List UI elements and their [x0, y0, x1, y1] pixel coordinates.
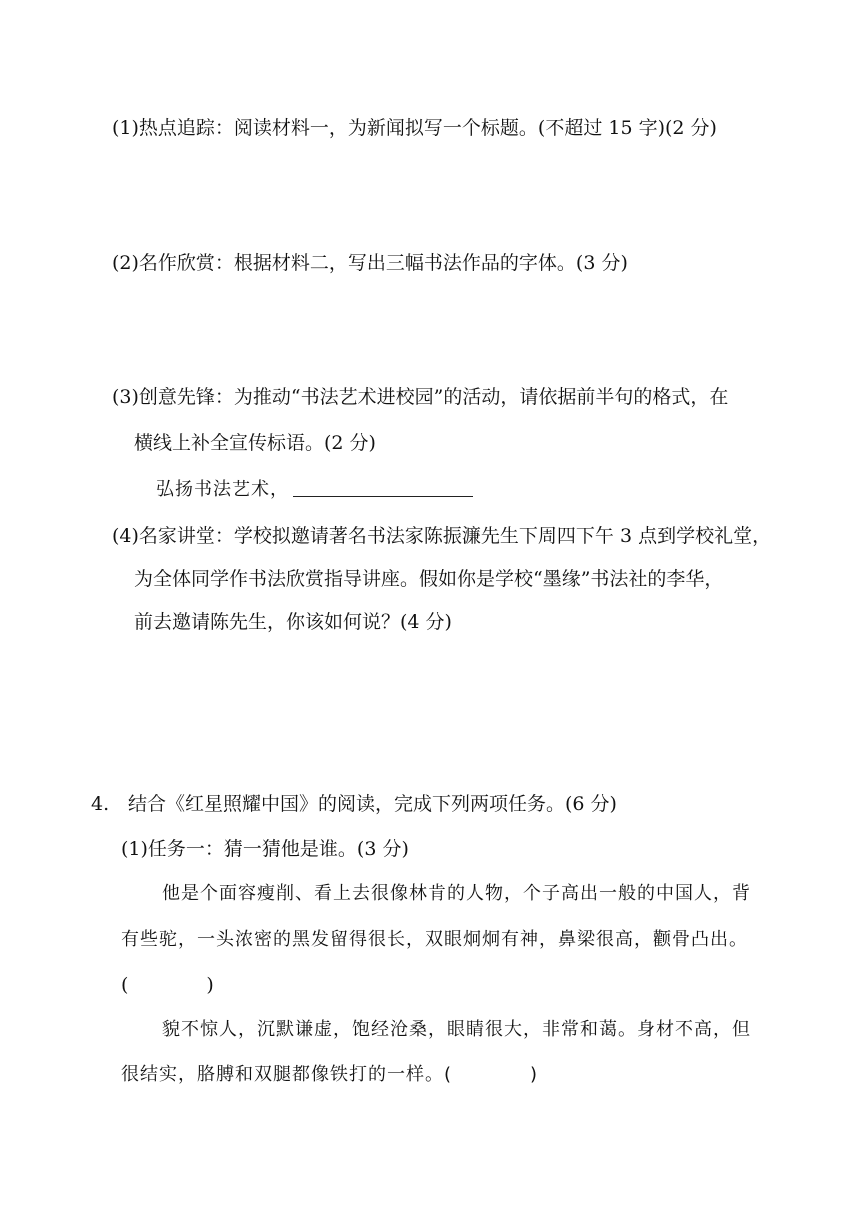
q4-p2-text: 很结实，胳膊和双腿都像铁打的一样。(	[121, 1064, 453, 1085]
q3-sub2: (2)名作欣赏：根据材料二，写出三幅书法作品的字体。(3 分)	[112, 252, 628, 274]
q3-sub4-line2: 为全体同学作书法欣赏指导讲座。假如你是学校“墨缘”书法社的李华，	[134, 568, 724, 590]
q3-sub4-line3: 前去邀请陈先生，你该如何说？(4 分)	[134, 611, 452, 633]
q4-p2-line1: 貌不惊人，沉默谦虚，饱经沧桑，眼睛很大，非常和蔼。身材不高，但	[162, 1019, 751, 1040]
q4-p1-line1: 他是个面容瘦削、看上去很像林肯的人物，个子高出一般的中国人，背	[162, 883, 751, 904]
q4-p1-line2: 有些驼，一头浓密的黑发留得很长，双眼炯炯有神，鼻梁很高，颧骨凸出。	[121, 929, 748, 950]
q4-number: 4.	[91, 793, 110, 815]
q3-sub4-line1: (4)名家讲堂：学校拟邀请著名书法家陈振濂先生下周四下午 3 点到学校礼堂，	[112, 525, 772, 547]
q3-sub3-line2: 横线上补全宣传标语。(2 分)	[134, 432, 376, 454]
paren-close: )	[206, 974, 214, 996]
q4-p2-line2[interactable]	[121, 1061, 538, 1089]
paren-open: (	[121, 974, 129, 996]
q3-sub3-line1: (3)创意先锋：为推动“书法艺术进校园”的活动，请依据前半句的格式，在	[112, 386, 729, 408]
slogan-line	[156, 476, 473, 504]
q4-p1-answer[interactable]	[121, 971, 214, 999]
q4-task1: (1)任务一：猜一猜他是谁。(3 分)	[121, 838, 409, 860]
q4-stem: 结合《红星照耀中国》的阅读，完成下列两项任务。(6 分)	[128, 793, 617, 815]
paren-close: )	[530, 1064, 539, 1085]
q3-sub1: (1)热点追踪：阅读材料一，为新闻拟写一个标题。(不超过 15 字)(2 分)	[112, 117, 717, 139]
slogan-first-half: 弘扬书法艺术，	[156, 479, 289, 500]
slogan-answer-blank[interactable]	[293, 476, 473, 497]
